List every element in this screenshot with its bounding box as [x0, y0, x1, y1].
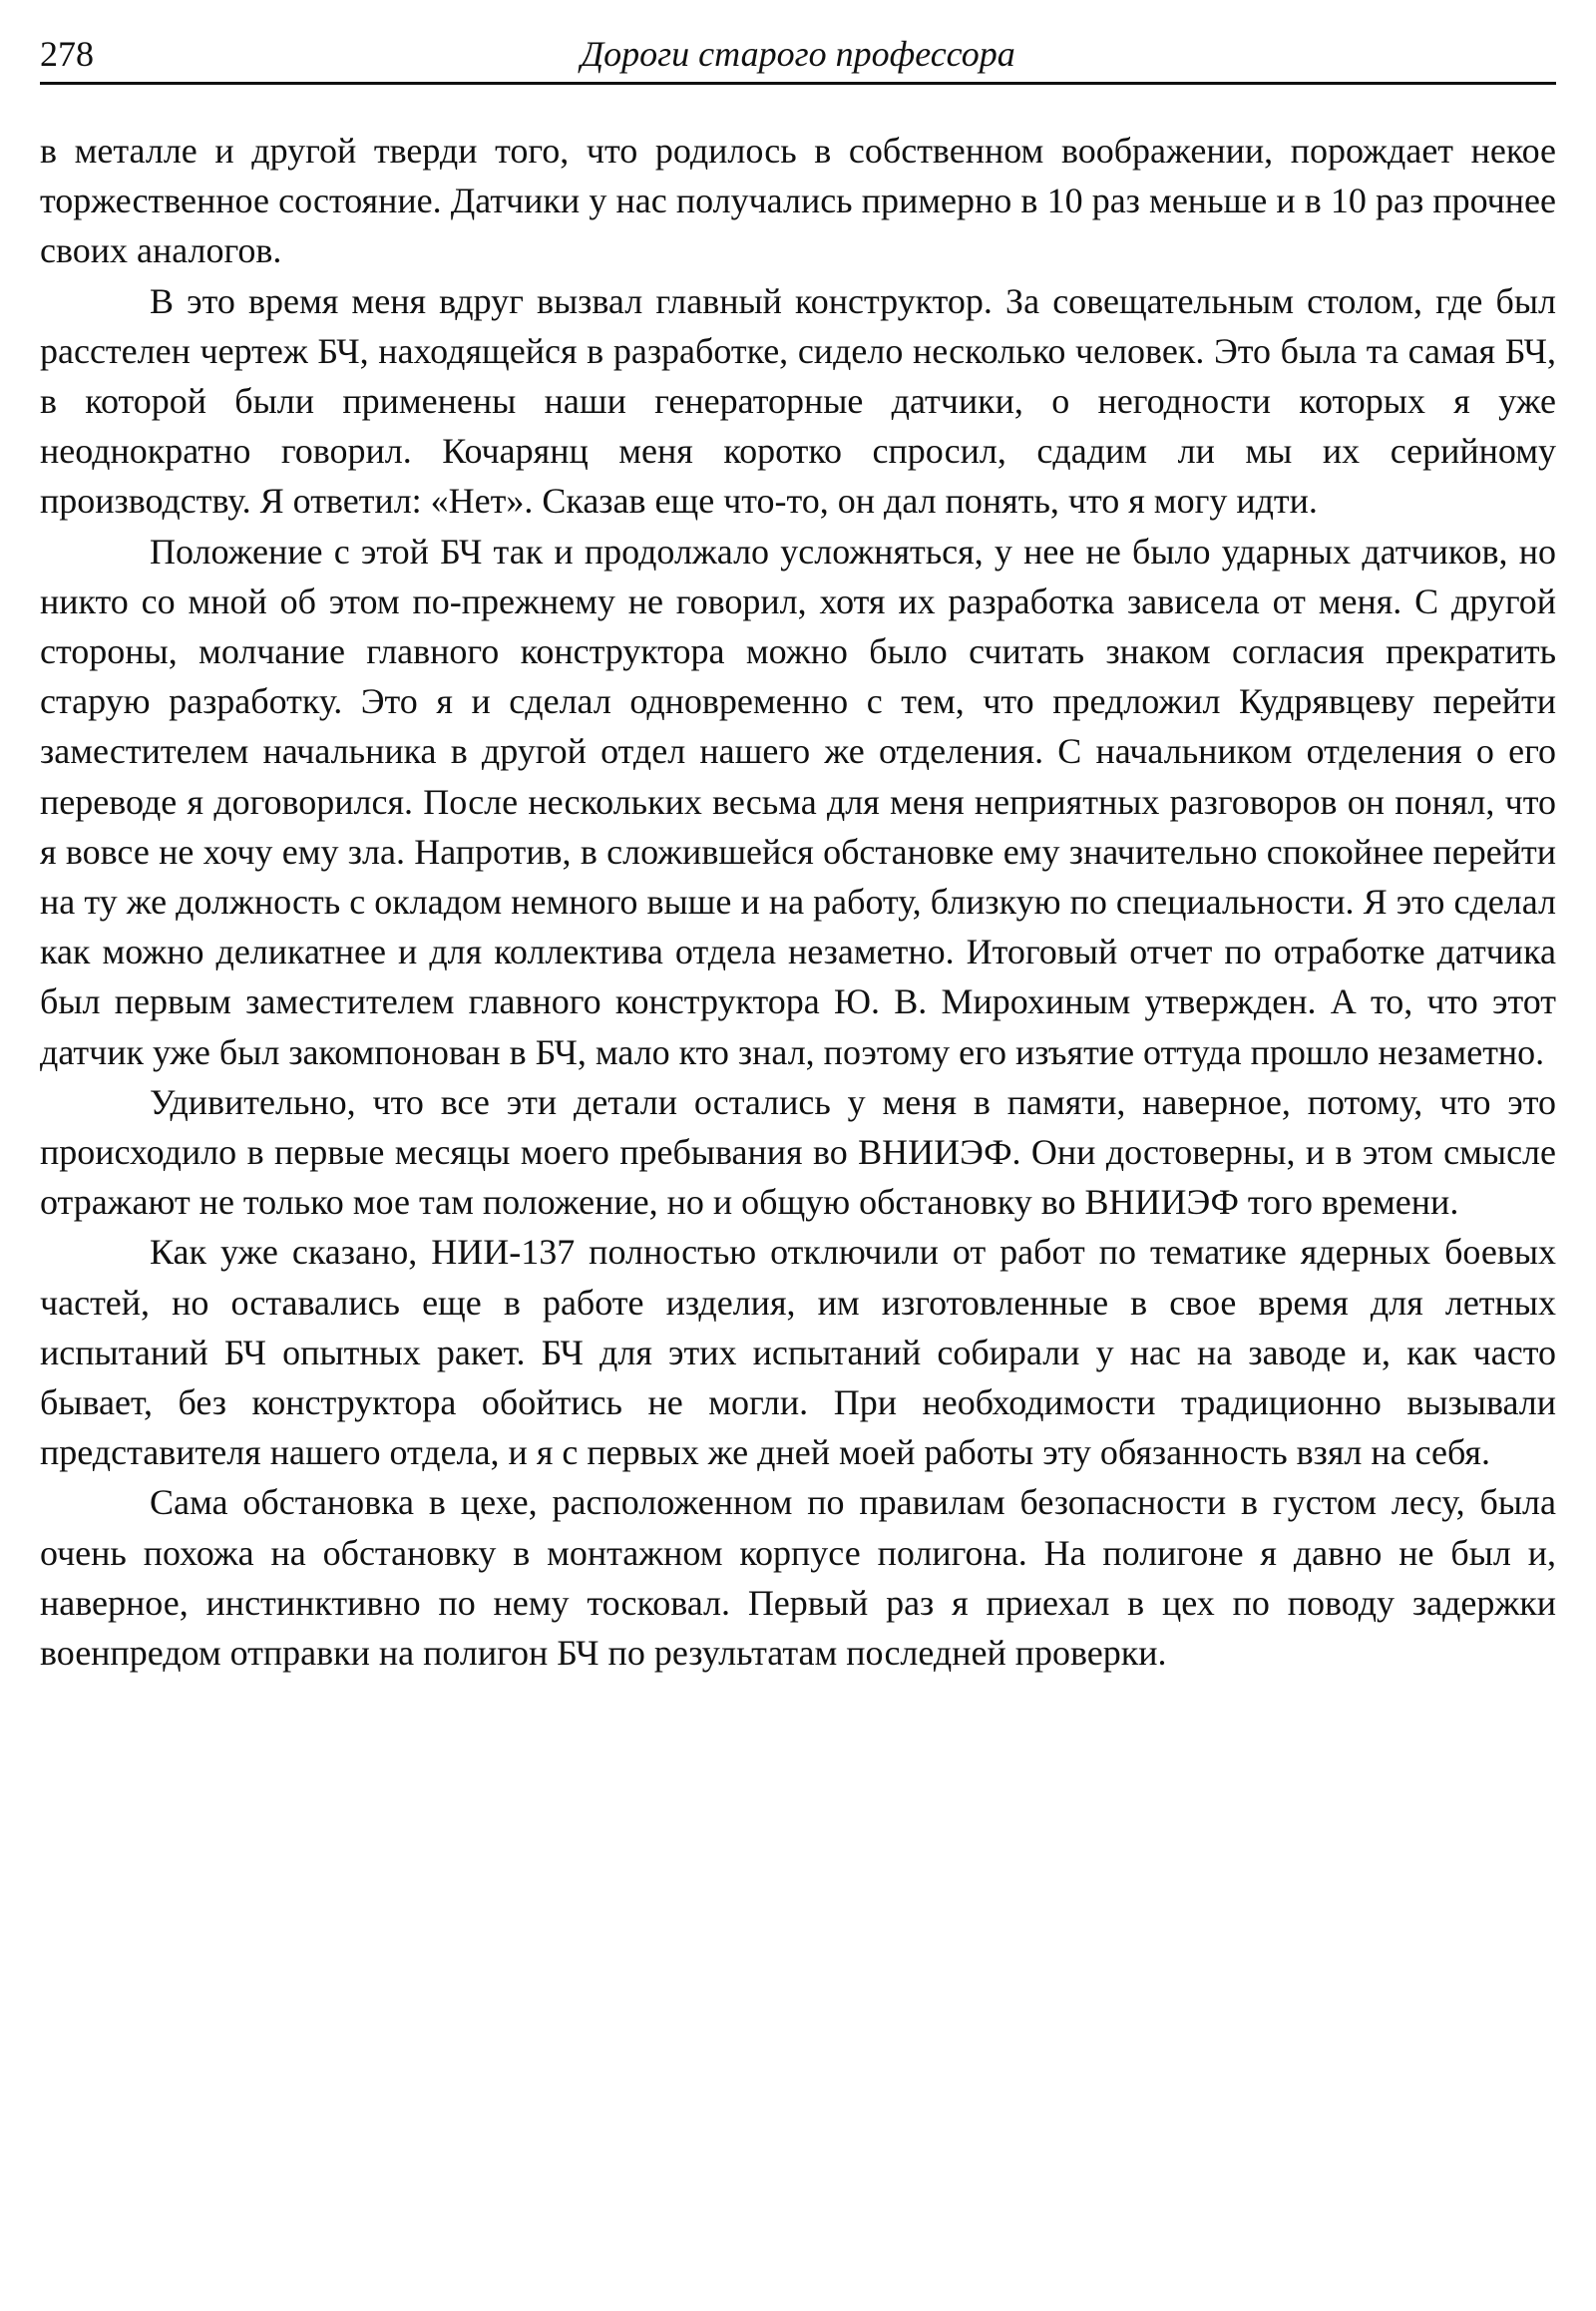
header-rule	[40, 82, 1556, 85]
paragraph: Как уже сказано, НИИ-137 полностью отключили от работ по тематике ядерных боевых частей, но оставались еще в работе изделия, им изготовленные в свое время для летных испытаний БЧ опытных ракет. БЧ для этих испытаний собирали у нас на заводе и, как часто бывает, без конструктора обойтись не могли. При необходимости традиционно вызывали представителя нашего отдела, и я с первых же дней моей работы эту обязанность взял на себя.	[40, 1232, 1556, 1473]
body-text	[40, 126, 1556, 1678]
paragraph: Сама обстановка в цехе, расположенном по правилам безопасности в густом лесу, была очень похожа на обстановку в монтажном корпусе полигона. На полигоне я давно не был и, наверное, инстинктивно по нему тосковал. Первый раз я приехал в цех по поводу задержки военпредом отправки на полигон БЧ по результатам последней проверки.	[40, 1482, 1556, 1674]
running-title: Дороги старого профессора	[581, 34, 1015, 74]
running-head	[40, 28, 1556, 84]
paragraph: Положение с этой БЧ так и продолжало усложняться, у нее не было ударных датчиков, но никто со мной об этом по-прежнему не говорил, хотя их разработка зависела от меня. С другой стороны, молчание главного конструктора можно было считать знаком согласия прекратить старую разработку. Это я и сделал одновременно с тем, что предложил Кудрявцеву перейти заместителем начальника в другой отдел нашего же отделения. С начальником отделения о его переводе я договорился. После нескольких весьма для меня неприятных разговоров он понял, что я вовсе не хочу ему зла. Напротив, в сложившейся обстановке ему значительно спокойнее перейти на ту же должность с окладом немного выше и на работу, близкую по специальности. Я это сделал как можно деликатнее и для коллектива отдела незаметно. Итоговый отчет по отработке датчика был первым заместителем главного конструктора Ю. В. Мирохиным утвержден. А то, что этот датчик уже был закомпонован в БЧ, мало кто знал, поэтому его изъятие оттуда прошло незаметно.	[40, 531, 1556, 1072]
paragraph: Удивительно, что все эти детали остались у меня в памяти, наверное, потому, что это происходило в первые месяцы моего пребывания во ВНИИЭФ. Они достоверны, и в этом смысле отражают не только мое там положение, но и общую обстановку во ВНИИЭФ того времени.	[40, 1081, 1556, 1223]
paragraph: В это время меня вдруг вызвал главный конструктор. За совещательным столом, где был расстелен чертеж БЧ, находящейся в разработке, сидело несколько человек. Это была та самая БЧ, в которой были применены наши генераторные датчики, о негодности которых я уже неоднократно говорил. Кочарянц меня коротко спросил, сдадим ли мы их серийному производству. Я ответил: «Нет». Сказав еще что-то, он дал понять, что я могу идти.	[40, 280, 1556, 522]
book-page	[40, 0, 1556, 2311]
page-number: 278	[40, 34, 94, 74]
paragraph: в металле и другой тверди того, что родилось в собственном воображении, порождает некое торжественное состояние. Датчики у нас получались примерно в 10 раз меньше и в 10 раз прочнее своих аналогов.	[40, 131, 1556, 271]
